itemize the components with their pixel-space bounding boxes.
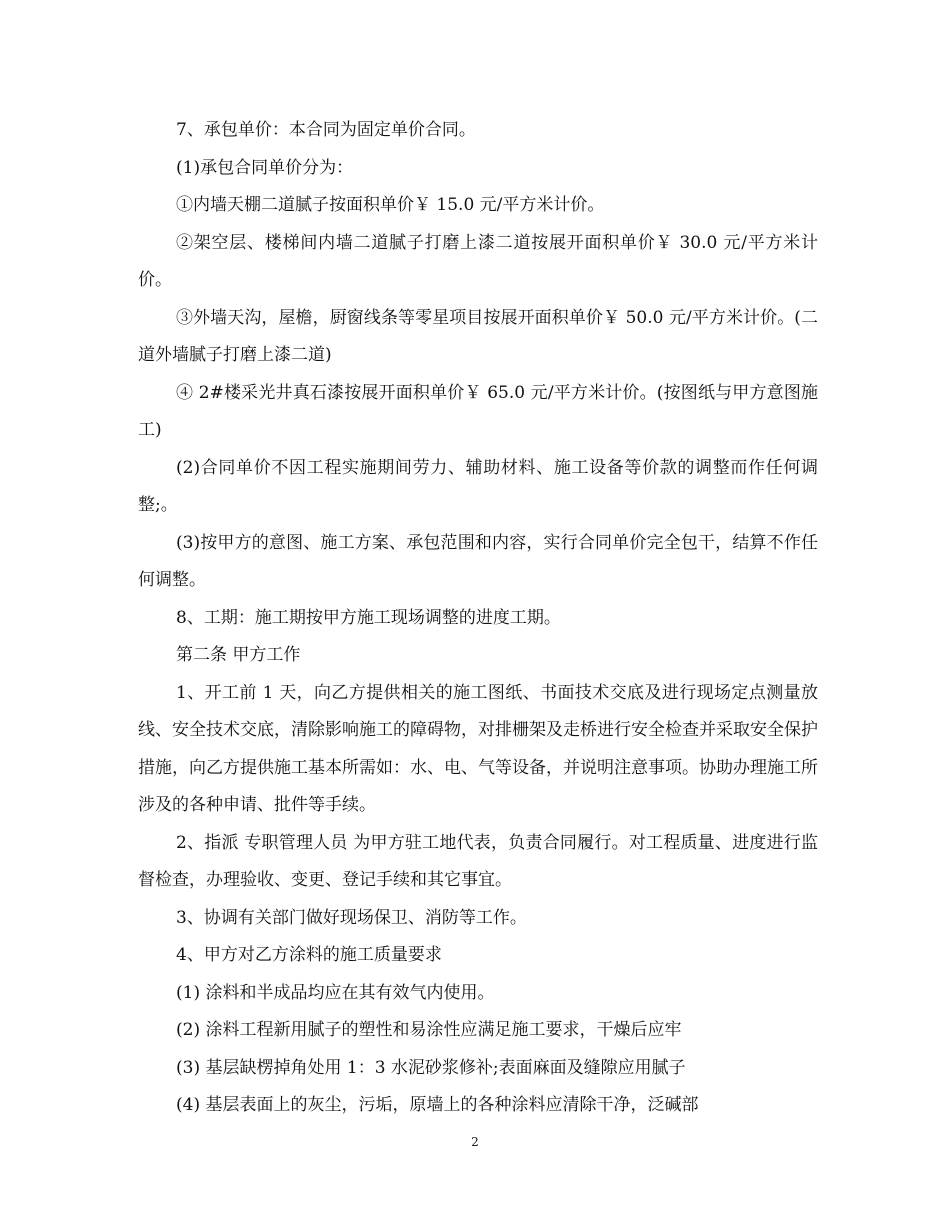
paragraph-quality-req-3: (3) 基层缺楞掉角处用 1：3 水泥砂浆修补;表面麻面及缝隙应用腻子 [176,1057,686,1078]
paragraph-party-a-duty-3: 3、协调有关部门做好现场保卫、消防等工作。 [176,907,527,928]
document-body [138,112,818,1125]
paragraph-unit-price-breakdown: (1)承包合同单价分为： [176,157,354,178]
paragraph-price-item-2: ②架空层、楼梯间内墙二道腻子打磨上漆二道按展开面积单价￥ 30.0 元/平方米计价。 [138,232,818,290]
paragraph-party-a-duty-4: 4、甲方对乙方涂料的施工质量要求 [176,945,442,965]
paragraph-price-item-4: ④ 2#楼采光井真石漆按展开面积单价￥ 65.0 元/平方米计价。(按图纸与甲方意图施工) [138,382,818,440]
paragraph-quality-req-2: (2) 涂料工程新用腻子的塑性和易涂性应满足施工要求，干燥后应牢 [176,1020,682,1040]
paragraph-party-a-duty-2: 2、指派 专职管理人员 为甲方驻工地代表，负责合同履行。对工程质量、进度进行监督检查，办理验收、变更、登记手续和其它事宜。 [138,832,818,890]
section-heading-party-a-duties: 第二条 甲方工作 [176,645,301,665]
paragraph-party-a-duty-1: 1、开工前 1 天，向乙方提供相关的施工图纸、书面技术交底及进行现场定点测量放线、安全技术交底，清除影响施工的障碍物，对排栅架及走桥进行安全检查并采取安全保护措施，向乙方提供施工基本所需如：水、电、气等设备，并说明注意事项。协助办理施工所涉及的各种申请、批件等手续。 [138,682,818,815]
paragraph-schedule-clause: 8、工期：施工期按甲方施工现场调整的进度工期。 [176,607,561,628]
paragraph-price-no-adjustment: (2)合同单价不因工程实施期间劳力、辅助材料、施工设备等价款的调整而作任何调整;。 [138,457,818,515]
paragraph-price-item-3: ③外墙天沟，屋檐，厨窗线条等零星项目按展开面积单价￥ 50.0 元/平方米计价。(二道外墙腻子打磨上漆二道) [138,307,818,365]
page-number: 2 [471,1135,479,1149]
paragraph-price-item-1: ①内墙天棚二道腻子按面积单价￥ 15.0 元/平方米计价。 [176,195,605,215]
paragraph-unit-price-clause: 7、承包单价：本合同为固定单价合同。 [176,120,476,140]
paragraph-price-lump-sum: (3)按甲方的意图、施工方案、承包范围和内容，实行合同单价完全包干，结算不作任何调整。 [138,532,818,590]
paragraph-quality-req-4: (4) 基层表面上的灰尘，污垢，原墙上的各种涂料应清除干净，泛碱部 [176,1095,699,1115]
paragraph-quality-req-1: (1) 涂料和半成品均应在其有效气内使用。 [176,982,495,1003]
